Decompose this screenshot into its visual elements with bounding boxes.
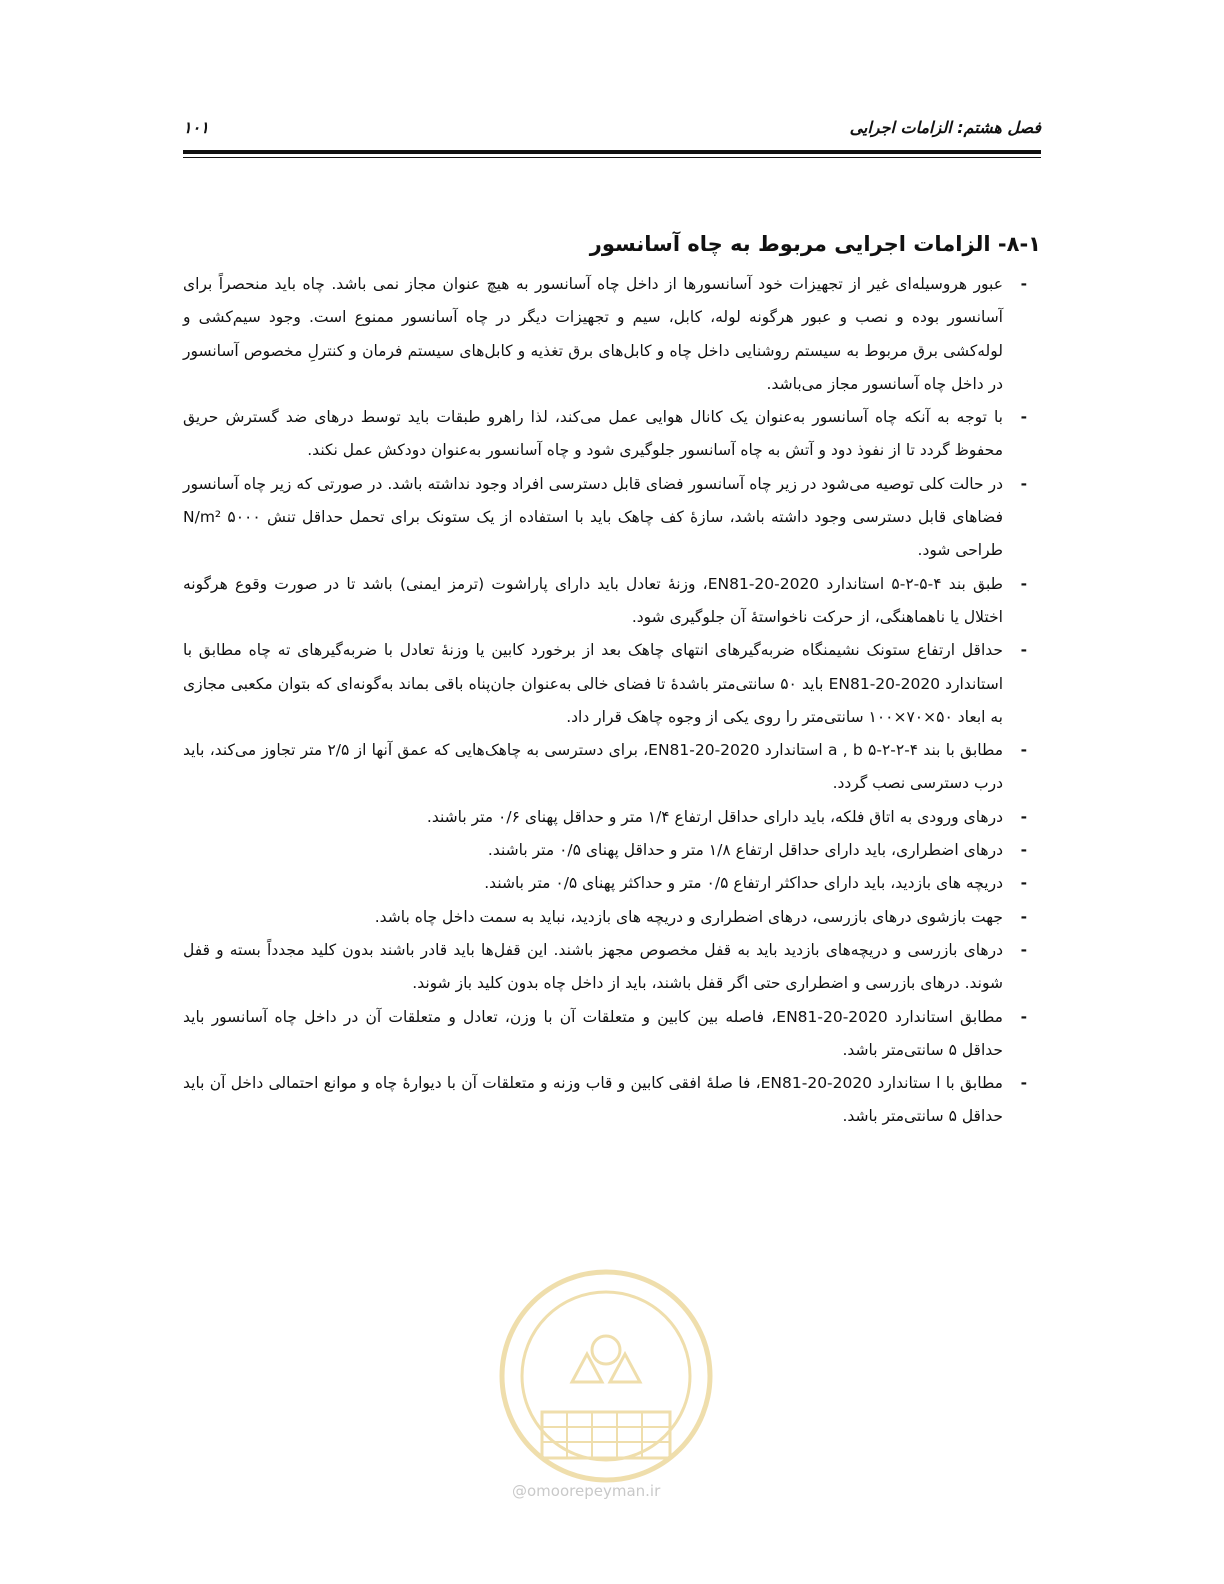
list-item [183, 901, 1041, 934]
bullet-dash: - [1020, 741, 1027, 760]
bullet-dash: - [1020, 1074, 1027, 1093]
bullet-dash: - [1020, 940, 1027, 959]
list-item-text: در حالت کلی توصیه می‌شود در زیر چاه آسانسور فضای قابل دسترسی افراد وجود نداشته باشد. در صورتی که زیر چاه آسانسور فضاهای قابل دسترسی وجود داشته باشد، سازهٔ کف چاهک باید با استفاده از یک ستونک برای تحمل حداقل تنش ۵۰۰۰ N/m² طراحی شود. [183, 474, 1003, 560]
list-item-text: با توجه به آنکه چاه آسانسور به‌عنوان یک کانال هوایی عمل می‌کند، لذا راهرو طبقات باید توسط درهای ضد گسترش حریق محفوظ گردد تا از نفوذ دود و آتش به چاه آسانسور جلوگیری شود و چاه آسانسور به‌عنوان دودکش عمل نکند. [183, 408, 1003, 460]
running-header [183, 116, 1041, 146]
bullet-dash: - [1020, 807, 1027, 826]
list-item-text: دریچه های بازدید، باید دارای حداکثر ارتفاع ۰/۵ متر و حداکثر پهنای ۰/۵ متر باشند. [484, 874, 1003, 893]
bullet-dash: - [1020, 841, 1027, 860]
bullet-dash: - [1020, 1007, 1027, 1026]
header-rule-thin [183, 157, 1041, 158]
list-item [183, 568, 1041, 635]
list-item-text: درهای ورودی به اتاق فلکه، باید دارای حداقل ارتفاع ۱/۴ متر و حداقل پهنای ۰/۶ متر باشند. [426, 807, 1003, 826]
list-item [183, 634, 1041, 734]
bullet-dash: - [1020, 641, 1027, 660]
list-item-text: مطابق استاندارد EN81-20-2020، فاصله بین کابین و متعلقات آن با وزن، تعادل و متعلقات آن در داخل چاه آسانسور باید حداقل ۵ سانتی‌متر باشد. [183, 1007, 1003, 1059]
main-content [183, 226, 1041, 1134]
list-item [183, 1001, 1041, 1068]
section-heading: ۸-۱- الزامات اجرایی مربوط به چاه آسانسور [589, 232, 1041, 256]
bullet-dash: - [1020, 874, 1027, 893]
bullet-dash: - [1020, 474, 1027, 493]
list-item [183, 734, 1041, 801]
bullet-dash: - [1020, 408, 1027, 427]
list-item-text: عبور هروسیله‌ای غیر از تجهیزات خود آسانسورها از داخل چاه آسانسور به هیچ عنوان مجاز نمی باشد. چاه باید منحصراً برای آسانسور بوده و نصب و عبور هرگونه لوله، کابل، سیم و تجهیزات دیگر در چاه آسانسور ممنوع است. وجود سیم‌کشی و لوله‌کشی برق مربوط به سیستم روشنایی داخل چاه و کابل‌های برق تغذیه و کابل‌های سیستم فرمان و کنترلِ مخصوص آسانسور در داخل چاه آسانسور مجاز می‌باشد. [183, 275, 1003, 393]
bullet-dash: - [1020, 574, 1027, 593]
list-item-text: درهای بازرسی و دریچه‌های بازدید باید به قفل مخصوص مجهز باشند. این قفل‌ها باید قادر باشند بدون کلید مجدداً بسته و قفل شوند. درهای بازرسی و اضطراری حتی اگر قفل باشند، باید از داخل چاه بدون کلید باز شوند. [183, 940, 1003, 993]
header-rule-thick [183, 150, 1041, 154]
watermark-logo [487, 1262, 725, 1490]
list-item-text: مطابق با بند ۴-۲-۲-۵ a , b استاندارد EN81-20-2020، برای دسترسی به چاهک‌هایی که عمق آنها از ۲/۵ متر تجاوز می‌کند، باید درب دسترسی نصب گردد. [183, 741, 1004, 793]
list-item-text: درهای اضطراری، باید دارای حداقل ارتفاع ۱/۸ متر و حداقل پهنای ۰/۵ متر باشند. [487, 841, 1003, 860]
list-item-text: جهت بازشوی درهای بازرسی، درهای اضطراری و دریچه های بازدید، نباید به سمت داخل چاه باشد. [374, 907, 1003, 926]
page-number: ۱۰۱ [183, 118, 209, 137]
watermark-url: @omoorepeyman.ir [512, 1482, 661, 1500]
list-item-text: حداقل ارتفاع ستونک نشیمنگاه ضربه‌گیرهای انتهای چاهک بعد از برخورد کابین یا وزنهٔ تعادل با ضربه‌گیرهای ته چاه مطابق با استاندارد EN81-20-2020 باید ۵۰ سانتی‌متر باشدهٔ تا فضای خالی به‌عنوان جان‌پناه باقی بماند به‌گونه‌ای که بتوان مکعبی مجازی به ابعاد ۵۰×۷۰×۱۰۰ سانتی‌متر را روی یکی از وجوه چاهک قرار داد. [183, 641, 1004, 726]
list-item [183, 401, 1041, 468]
list-item [183, 801, 1041, 834]
list-item [183, 834, 1041, 867]
list-item-text: مطابق با ا ستاندارد EN81-20-2020، فا صلهٔ افقی کابین و قاب وزنه و متعلقات آن با دیوارهٔ چاه و موانع احتمالی داخل آن باید حداقل ۵ سانتی‌متر باشد. [183, 1074, 1003, 1126]
bullet-dash: - [1020, 907, 1027, 926]
list-item [183, 268, 1041, 401]
list-item [183, 468, 1041, 568]
list-item-text: طبق بند ۴-۵-۲-۵ استاندارد EN81-20-2020، وزنهٔ تعادل باید دارای پاراشوت (ترمز ایمنی) باشد تا در صورت وقوع هرگونه اختلال یا ناهماهنگی، از حرکت ناخواستهٔ آن جلوگیری شود. [183, 574, 1003, 626]
list-item [183, 934, 1041, 1001]
list-item [183, 1067, 1041, 1134]
requirements-list [183, 268, 1041, 1134]
chapter-title: فصل هشتم: الزامات اجرایی [849, 118, 1041, 137]
bullet-dash: - [1020, 275, 1027, 293]
list-item [183, 867, 1041, 900]
